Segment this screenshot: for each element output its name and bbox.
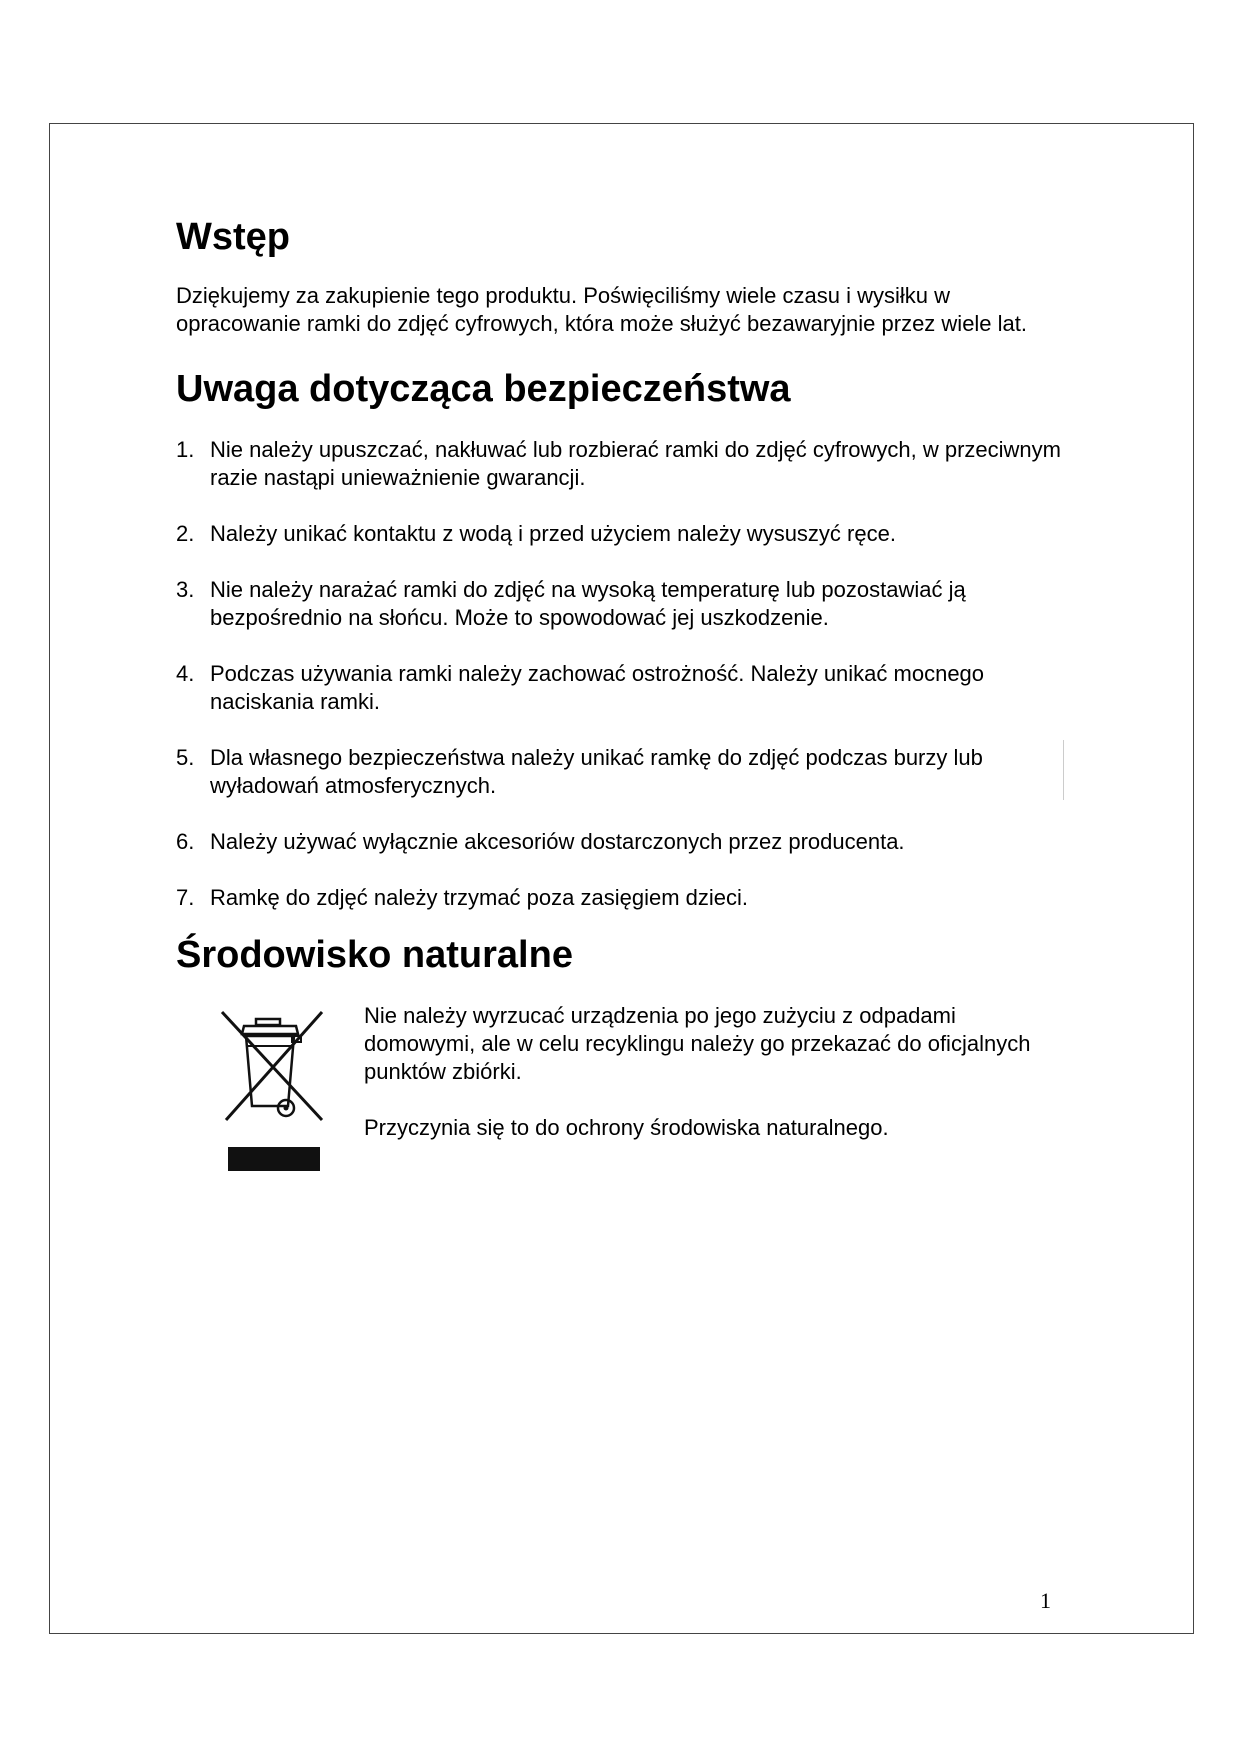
environment-text — [364, 1002, 1066, 1177]
safety-item-text: Dla własnego bezpieczeństwa należy unikać ramkę do zdjęć podczas burzy lub wyładowań atmosferycznych. — [210, 745, 983, 798]
safety-item — [176, 520, 1066, 548]
safety-list — [176, 436, 1066, 912]
safety-item — [176, 744, 1066, 800]
intro-paragraph: Dziękujemy za zakupienie tego produktu. Poświęciliśmy wiele czasu i wysiłku w opracowanie ramki do zdjęć cyfrowych, która może służyć bezawaryjnie przez wiele lat. — [176, 283, 1028, 336]
safety-item-text: Ramkę do zdjęć należy trzymać poza zasięgiem dzieci. — [210, 885, 749, 910]
environment-paragraph: Nie należy wyrzucać urządzenia po jego zużyciu z odpadami domowymi, ale w celu recyklingu należy go przekazać do oficjalnych punktów zbiórki. — [364, 1003, 1031, 1084]
safety-item — [176, 576, 1066, 632]
page-content — [176, 214, 1066, 1177]
safety-item-number: 3. — [176, 577, 195, 602]
safety-item-text: Nie należy upuszczać, nakłuwać lub rozbierać ramki do zdjęć cyfrowych, w przeciwnym razie nastąpi unieważnienie gwarancji. — [210, 437, 1061, 490]
safety-item-text: Należy używać wyłącznie akcesoriów dostarczonych przez producenta. — [210, 829, 905, 854]
safety-item-text: Nie należy narażać ramki do zdjęć na wysoką temperaturę lub pozostawiać ją bezpośrednio na słońcu. Może to spowodować jej uszkodzenie. — [210, 577, 966, 630]
safety-item — [176, 828, 1066, 856]
intro-heading: Wstęp — [176, 216, 290, 258]
safety-item — [176, 884, 1066, 912]
safety-item-number: 5. — [176, 745, 195, 770]
environment-paragraph: Przyczynia się to do ochrony środowiska naturalnego. — [364, 1115, 889, 1140]
safety-item-number: 6. — [176, 829, 195, 854]
crossed-out-wheelie-bin-icon — [176, 1002, 364, 1177]
safety-item-text: Należy unikać kontaktu z wodą i przed użyciem należy wysuszyć ręce. — [210, 521, 896, 546]
safety-heading: Uwaga dotycząca bezpieczeństwa — [176, 368, 791, 410]
safety-item-number: 4. — [176, 661, 195, 686]
safety-item-text: Podczas używania ramki należy zachować ostrożność. Należy unikać mocnego naciskania ramki. — [210, 661, 985, 714]
margin-line — [1063, 740, 1064, 800]
safety-item-number: 2. — [176, 521, 195, 546]
safety-item — [176, 660, 1066, 716]
environment-block — [176, 1002, 1066, 1177]
safety-item — [176, 436, 1066, 492]
environment-heading: Środowisko naturalne — [176, 934, 573, 976]
safety-item-number: 1. — [176, 437, 195, 462]
safety-item-number: 7. — [176, 885, 195, 910]
page-number: 1 — [1040, 1588, 1051, 1613]
